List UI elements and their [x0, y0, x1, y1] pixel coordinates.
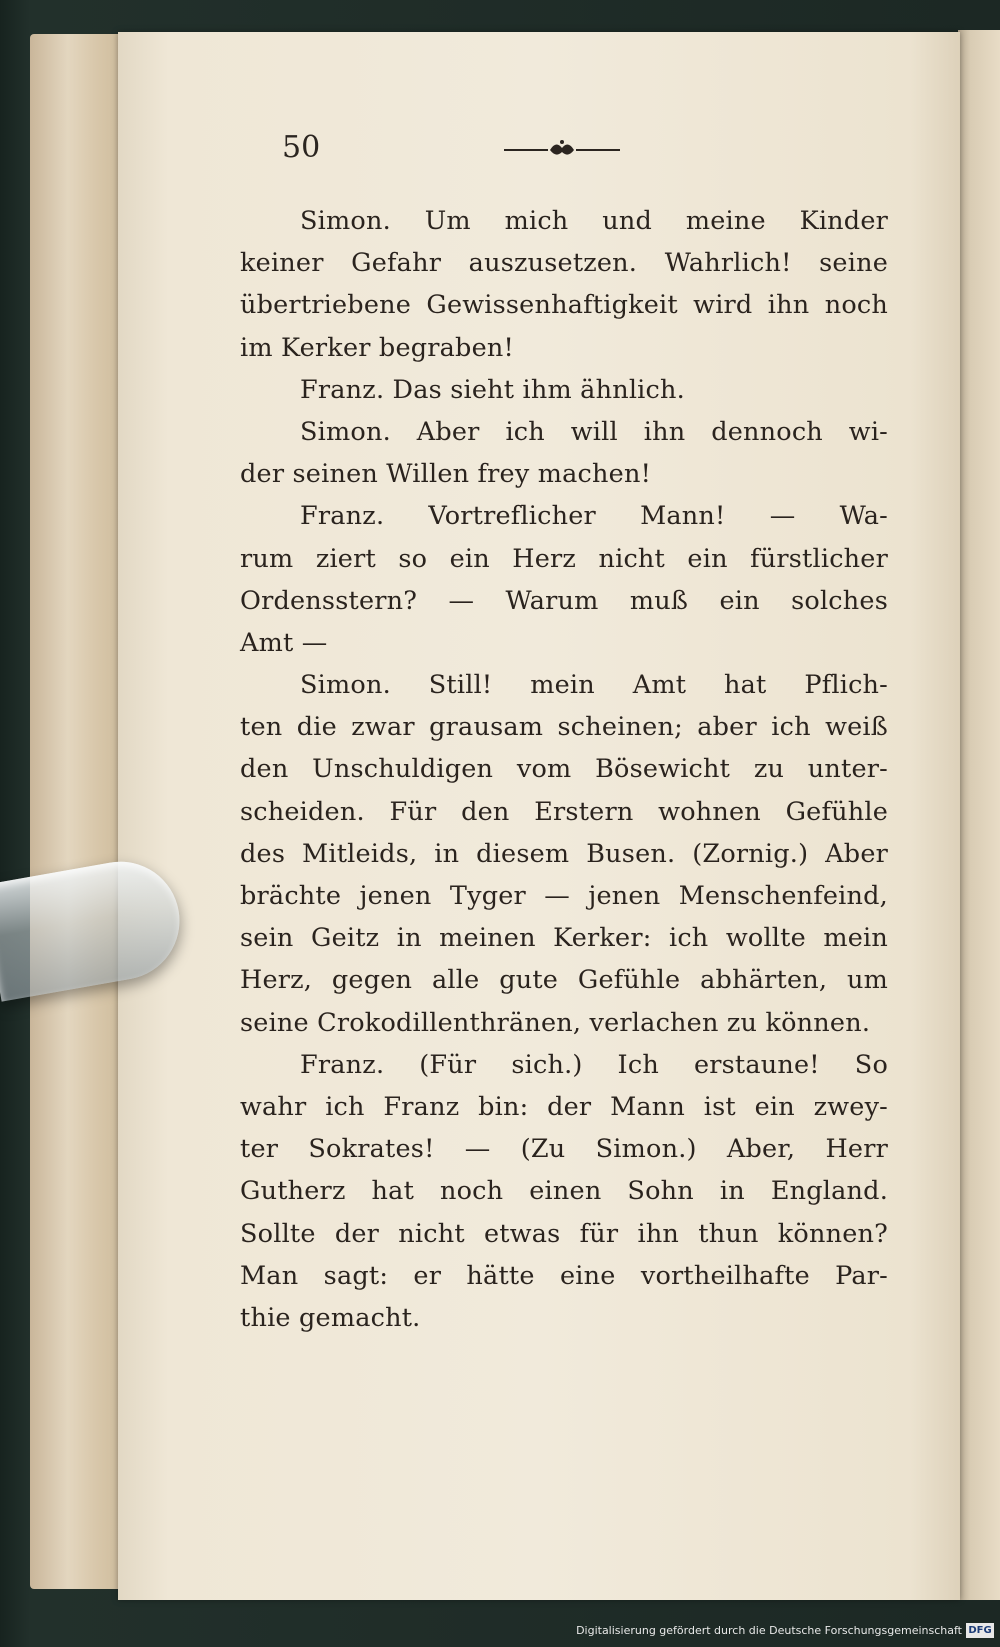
text-line: Franz. Vortreflicher Mann! — Wa- — [300, 501, 888, 532]
ornament-icon — [502, 138, 622, 158]
page-edges — [30, 34, 125, 1589]
text-line: seine Crokodillenthränen, verlachen zu können. — [240, 1007, 871, 1038]
text-line: Simon. Still! mein Amt hat Pflich- — [300, 670, 888, 701]
text-line: ter Sokrates! — (Zu Simon.) Aber, Herr — [240, 1134, 888, 1165]
text-line: Franz. Das sieht ihm ähnlich. — [300, 374, 685, 405]
text-line: Amt — — [240, 627, 328, 658]
text-line: Man sagt: er hätte eine vortheilhafte Par- — [240, 1260, 888, 1291]
page-number: 50 — [282, 130, 321, 165]
text-line: thie gemacht. — [240, 1302, 421, 1333]
text-line: des Mitleids, in diesem Busen. (Zornig.) Aber — [240, 838, 888, 869]
text-line: brächte jenen Tyger — jenen Menschenfeind, — [240, 881, 888, 911]
body-text — [240, 200, 888, 1339]
text-line: Gutherz hat noch einen Sohn in England. — [240, 1176, 888, 1207]
text-line: keiner Gefahr auszusetzen. Wahrlich! seine — [240, 248, 888, 279]
digitization-credit: Digitalisierung gefördert durch die Deutsche Forschungsgemeinschaft — [576, 1624, 962, 1637]
text-line: wahr ich Franz bin: der Mann ist ein zwey- — [240, 1091, 888, 1122]
text-line: scheiden. Für den Erstern wohnen Gefühle — [240, 796, 888, 827]
text-line: den Unschuldigen vom Bösewicht zu unter- — [240, 754, 888, 785]
text-line: Simon. Aber ich will ihn dennoch wi- — [300, 416, 888, 447]
page-header — [282, 130, 882, 170]
text-line: Franz. (Für sich.) Ich erstaune! So — [300, 1049, 888, 1080]
next-page-edge — [958, 30, 1000, 1600]
text-line: ten die zwar grausam scheinen; aber ich weiß — [240, 712, 888, 743]
dfg-logo: DFG — [966, 1623, 994, 1638]
text-line: übertriebene Gewissenhaftigkeit wird ihn noch — [240, 290, 888, 321]
text-line: Ordensstern? — Warum muß ein solches — [240, 585, 888, 616]
text-line: rum ziert so ein Herz nicht ein fürstlicher — [240, 543, 888, 574]
text-line: Simon. Um mich und meine Kinder — [300, 206, 888, 236]
text-line: Herz, gegen alle gute Gefühle abhärten, um — [240, 965, 888, 996]
text-line: Sollte der nicht etwas für ihn thun können? — [240, 1218, 888, 1249]
text-line: im Kerker begraben! — [240, 332, 514, 363]
text-line: der seinen Willen frey machen! — [240, 459, 652, 490]
text-line: sein Geitz in meinen Kerker: ich wollte mein — [240, 923, 888, 954]
